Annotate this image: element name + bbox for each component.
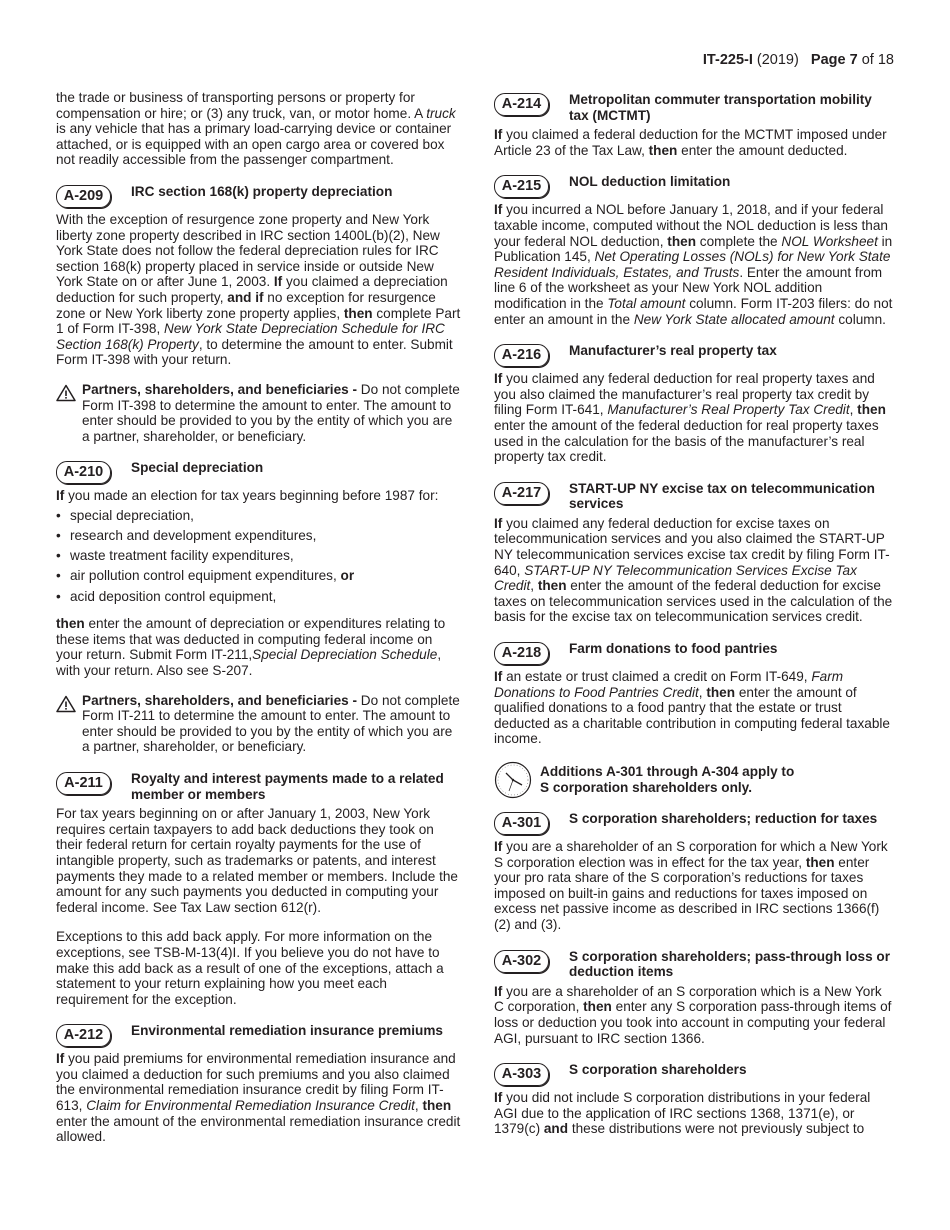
section-heading-a303 [494, 1060, 894, 1086]
section-heading-a215 [494, 172, 894, 198]
section-title: Royalty and interest payments made to a related member or members [131, 770, 444, 802]
list-item: • air pollution control equipment expenditures, or [56, 568, 461, 584]
list-item: • waste treatment facility expenditures, [56, 548, 461, 564]
a212-paragraph: If you paid premiums for environmental remediation insurance and you claimed a deduction for such premiums and you also claimed the environmental remediation insurance credit by filing Form IT-613, Claim for Environmental Remediation Insurance Credit, then enter the amount of the environmental remediation insurance credit allowed. [56, 1051, 461, 1145]
a218-paragraph: If an estate or trust claimed a credit on Form IT-649, Farm Donations to Food Pantries Credit, then enter the amount of qualified donations to a food pantry that the estate or trust deducted as a charitable contribution in computing federal taxable income. [494, 669, 890, 747]
page-header [703, 52, 894, 68]
section-title: Special depreciation [131, 460, 264, 476]
left-column [56, 90, 461, 1159]
s-corp-note [494, 761, 894, 799]
section-heading-a302 [494, 947, 894, 980]
a211-paragraph-1: For tax years beginning on or after January 1, 2003, New York requires certain taxpayers to add back deductions they took on their federal return for certain royalty payments for the use of intangible property, such as trademarks or patents, and interest payments they made to a related member or members. Include the amount for any such payments you deducted in computing your federal income. See Tax Law section 612(r). [56, 806, 458, 915]
section-heading-a216 [494, 341, 894, 367]
page-number: 7 [849, 52, 858, 68]
a209-paragraph: With the exception of resurgence zone property and New York liberty zone property described in IRC section 1400L(b)(2), New York State does not follow the federal depreciation rules for IRC section 168(k) property placed in service inside or outside New York State on or after June 1, 2003. If you claimed a depreciation deduction for such property, and if no exception for resurgence zone or New York liberty zone property applies, then complete Part 1 of Form IT-398, New York State Depreciation Schedule for IRC Section 168(k) Property, to determine the amount to enter. Submit Form IT-398 with your return. [56, 211, 461, 368]
a216-paragraph: If you claimed any federal deduction for real property taxes and you also claimed the manufacturer’s real property tax credit by filing Form IT-641, Manufacturer’s Real Property Tax Credit, then enter the amount of the federal deduction for real property taxes used in the calculation for the basis of the manufacturer’s real property tax credit. [494, 371, 886, 465]
section-title: Farm donations to food pantries [569, 641, 778, 657]
section-title: IRC section 168(k) property depreciation [131, 183, 393, 199]
section-heading-a214 [494, 90, 894, 123]
a302-paragraph: If you are a shareholder of an S corporation which is a New York C corporation, then enter any S corporation pass-through items of loss or deduction you took into account in computing your federal AGI, pursuant to IRC section 1366. [494, 983, 892, 1046]
a217-paragraph: If you claimed any federal deduction for excise taxes on telecommunication services and you also claimed the START-UP NY telecommunication services excise tax credit by filing Form IT-640, START-UP NY Telecommunication Services Excise Tax Credit, then enter the amount of the federal deduction for excise taxes on telecommunication services used in the calculation of the basis for the excise tax on telecommunication services credit. [494, 515, 893, 625]
a210-paragraph: then enter the amount of depreciation or expenditures relating to these items that was deducted in computing federal income on your return. Submit Form IT-211,Special Depreciation Schedule, with your return. Also see S-207. [56, 616, 446, 678]
code-badge: A-211 [56, 772, 111, 795]
code-badge: A-301 [494, 812, 549, 835]
section-title: Metropolitan commuter transportation mobility tax (MCTMT) [569, 92, 872, 123]
page-label: Page [810, 52, 846, 68]
section-title: S corporation shareholders; reduction for taxes [569, 811, 878, 826]
a211-paragraph-2: Exceptions to this add back apply. For more information on the exceptions, see TSB-M-13(4)I. If you believe you do not have to make this add back as a result of one of the exceptions, attach a statement to your return explaining how you meet each requirement for the exception. [56, 929, 444, 1007]
a215-paragraph: If you incurred a NOL before January 1, 2018, and if your federal taxable income, computed without the NOL deduction is less than your federal NOL deduction, then complete the NOL Worksheet in Publication 145, Net Operating Losses (NOLs) for New York State Resident Individuals, Estates, and Trusts. Enter the amount from line 6 of the worksheet as your New York NOL addition modification in the Total amount column. Form IT-203 filers: do not enter an amount in the New York State allocated amount column. [494, 202, 893, 327]
section-title: Environmental remediation insurance premiums [131, 1023, 443, 1039]
warning-icon [56, 384, 76, 402]
a210-bullet-list [56, 508, 461, 604]
section-title: START-UP NY excise tax on telecommunication services [569, 480, 875, 512]
code-badge: A-214 [494, 93, 549, 116]
code-badge: A-212 [56, 1024, 111, 1047]
code-badge: A-303 [494, 1063, 549, 1086]
section-title: Manufacturer’s real property tax [569, 343, 777, 359]
clock-icon [494, 761, 532, 799]
a214-paragraph: If you claimed a federal deduction for the MCTMT imposed under Article 23 of the Tax Law, then enter the amount deducted. [494, 127, 887, 158]
form-year: (2019) [756, 52, 799, 68]
intro-paragraph: the trade or business of transporting persons or property for compensation or hire; or (3) any truck, van, or motor home. A truck is any vehicle that has a primary load-carrying device or container attached, or is equipped with an open cargo area or covered box not readily accessible from the passenger compartment. [56, 90, 456, 168]
code-badge: A-218 [494, 642, 549, 665]
right-column [494, 90, 894, 1151]
code-badge: A-302 [494, 950, 549, 973]
section-heading-a217 [494, 479, 894, 512]
list-item: • acid deposition control equipment, [56, 589, 461, 605]
page-total: 18 [877, 52, 894, 68]
section-heading-a218 [494, 639, 894, 665]
of-label: of [861, 52, 874, 68]
form-number: IT-225-I [702, 52, 753, 68]
list-item: • special depreciation, [56, 508, 461, 524]
section-title: S corporation shareholders [569, 1062, 747, 1078]
code-badge: A-210 [56, 461, 111, 484]
code-badge: A-217 [494, 482, 549, 505]
section-heading-a212 [56, 1021, 461, 1047]
section-title: S corporation shareholders; pass-through loss or deduction items [569, 948, 891, 980]
warning-icon [56, 695, 76, 713]
a210-warning-note: Partners, shareholders, and beneficiaries - Do not complete Form IT-211 to determine the amount to enter. The amount to enter should be provided to you by the entity of which you are a partner, shareholder, or beneficiary. [56, 693, 461, 755]
a210-intro: If you made an election for tax years beginning before 1987 for: [56, 488, 439, 504]
code-badge: A-215 [494, 175, 549, 198]
a209-warning-note: Partners, shareholders, and beneficiaries - Do not complete Form IT-398 to determine the amount to enter. The amount to enter should be provided to you by the entity of which you are a partner, shareholder, or beneficiary. [56, 382, 461, 444]
section-title: NOL deduction limitation [569, 174, 731, 190]
a303-paragraph: If you did not include S corporation distributions in your federal AGI due to the application of IRC sections 1368, 1371(e), or 1379(c) and these distributions were not previously subject to [494, 1090, 871, 1137]
s-corp-note-text: Additions A-301 through A-304 apply to S corporation shareholders only. [540, 764, 795, 795]
list-item: • research and development expenditures, [56, 528, 461, 544]
code-badge: A-216 [494, 344, 549, 367]
section-heading-a301 [494, 809, 894, 835]
section-heading-a211 [56, 769, 461, 802]
a301-paragraph: If you are a shareholder of an S corporation for which a New York S corporation election was in effect for the tax year, then enter your pro rata share of the S corporation’s reductions for taxes imposed on built-in gains and reductions for taxes imposed on excess net passive income as described in IRC sections 1366(f)(2) and (3). [494, 839, 888, 932]
code-badge: A-209 [56, 185, 111, 208]
section-heading-a210 [56, 458, 461, 484]
section-heading-a209 [56, 182, 461, 208]
